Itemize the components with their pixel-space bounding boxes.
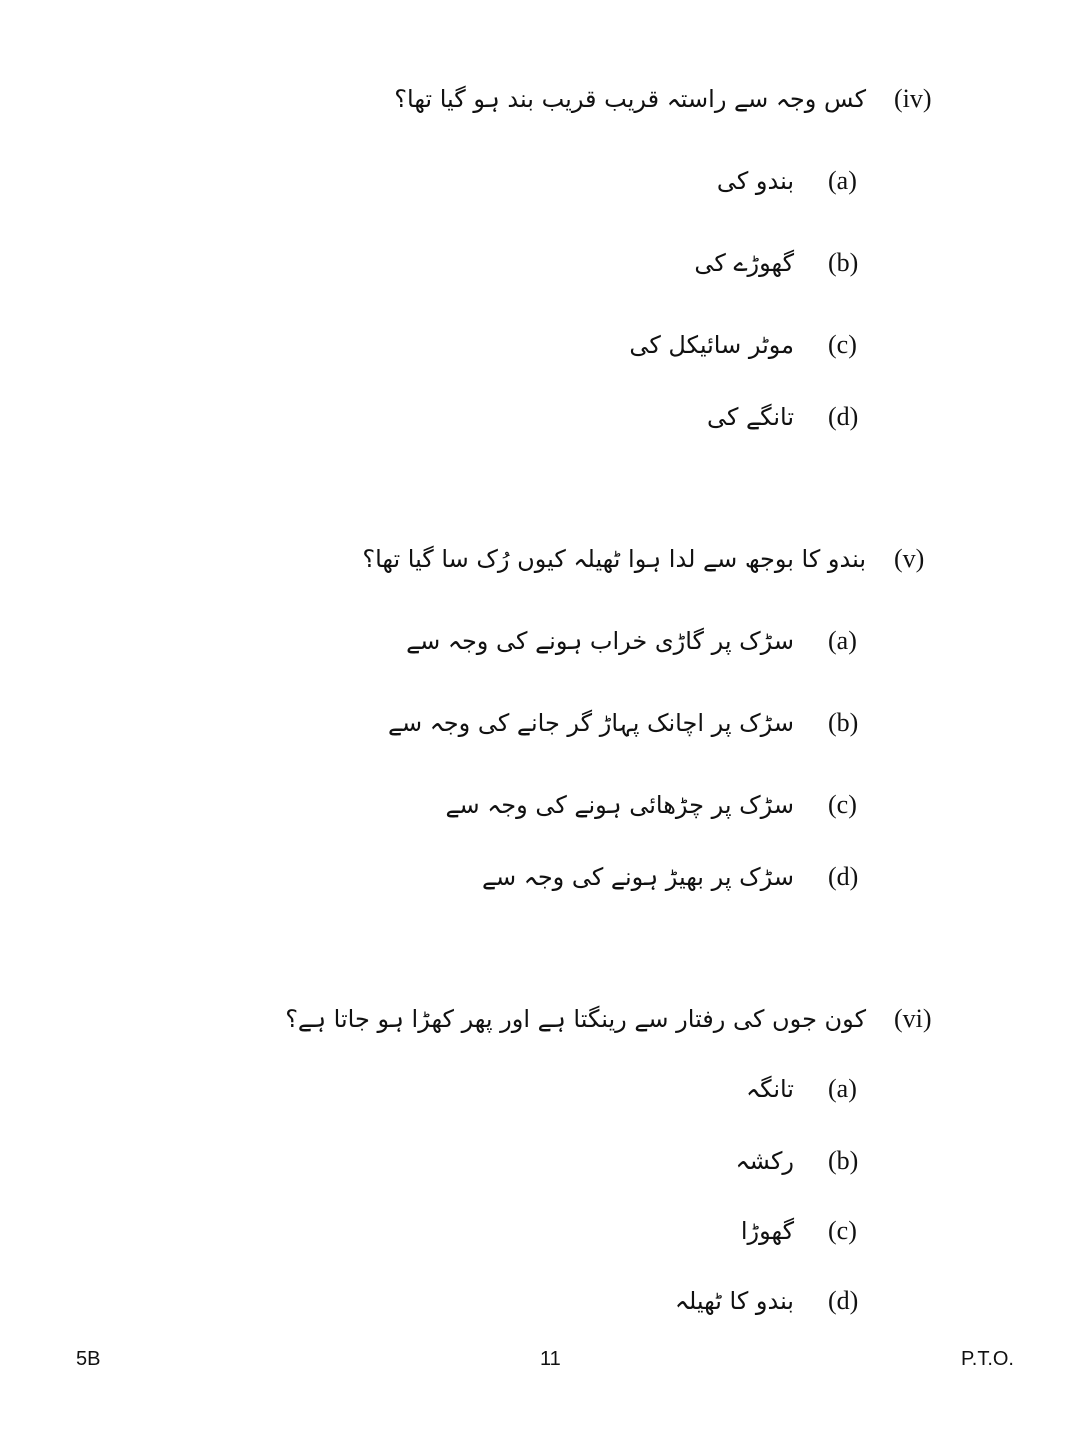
- option-text: گھوڑا: [740, 1217, 794, 1245]
- option-label: (a): [828, 166, 857, 195]
- option-text: گھوڑے کی: [694, 249, 794, 277]
- question-text: بندو کا بوجھ سے لدا ہوا ٹھیلہ کیوں رُک سا گیا تھا؟: [362, 545, 866, 573]
- question-text: کس وجہ سے راستہ قریب قریب بند ہو گیا تھا؟: [394, 85, 866, 113]
- option-row: [482, 862, 868, 892]
- question-number: (vi): [894, 1004, 932, 1033]
- option-text: بندو کا ٹھیلہ: [674, 1287, 794, 1315]
- question-text: کون جوں کی رفتار سے رینگتا ہے اور پھر کھڑا ہو جاتا ہے؟: [285, 1005, 866, 1033]
- option-text: تانگے کی: [706, 403, 794, 431]
- question-number: (iv): [894, 84, 932, 113]
- option-text: سڑک پر گاڑی خراب ہونے کی وجہ سے: [406, 627, 794, 655]
- option-label: (d): [828, 1286, 859, 1315]
- option-label: (a): [828, 626, 857, 655]
- option-row: [388, 708, 868, 738]
- option-row: [707, 402, 868, 432]
- option-row: [675, 1286, 868, 1316]
- option-label: (c): [828, 790, 857, 819]
- option-text: سڑک پر چڑھائی ہونے کی وجہ سے: [445, 791, 794, 819]
- option-label: (b): [828, 708, 859, 737]
- option-label: (d): [828, 402, 859, 431]
- option-text: تانگہ: [746, 1075, 794, 1103]
- option-label: (d): [828, 862, 859, 891]
- question-iv: [394, 84, 940, 114]
- option-label: (b): [828, 248, 859, 277]
- option-row: [736, 1146, 869, 1176]
- question-v: [362, 544, 940, 574]
- option-label: (a): [828, 1074, 857, 1103]
- option-row: [717, 166, 868, 196]
- option-row: [741, 1216, 868, 1246]
- option-row: [746, 1074, 868, 1104]
- pto-label: P.T.O.: [961, 1348, 1014, 1370]
- question-vi: [285, 1004, 940, 1034]
- option-label: (c): [828, 1216, 857, 1245]
- option-text: سڑک پر بھیڑ ہونے کی وجہ سے: [481, 863, 794, 891]
- page-number: 11: [540, 1348, 561, 1370]
- option-text: سڑک پر اچانک پہاڑ گر جانے کی وجہ سے: [387, 709, 794, 737]
- question-number: (v): [894, 544, 925, 573]
- option-row: [445, 790, 868, 820]
- option-text: بندو کی: [716, 167, 794, 195]
- option-label: (b): [828, 1146, 859, 1175]
- option-row: [694, 248, 868, 278]
- paper-code: 5B: [76, 1348, 101, 1370]
- option-row: [406, 626, 868, 656]
- option-row: [629, 330, 868, 360]
- option-text: رکشہ: [735, 1147, 794, 1175]
- option-text: موٹر سائیکل کی: [629, 331, 794, 359]
- option-label: (c): [828, 330, 857, 359]
